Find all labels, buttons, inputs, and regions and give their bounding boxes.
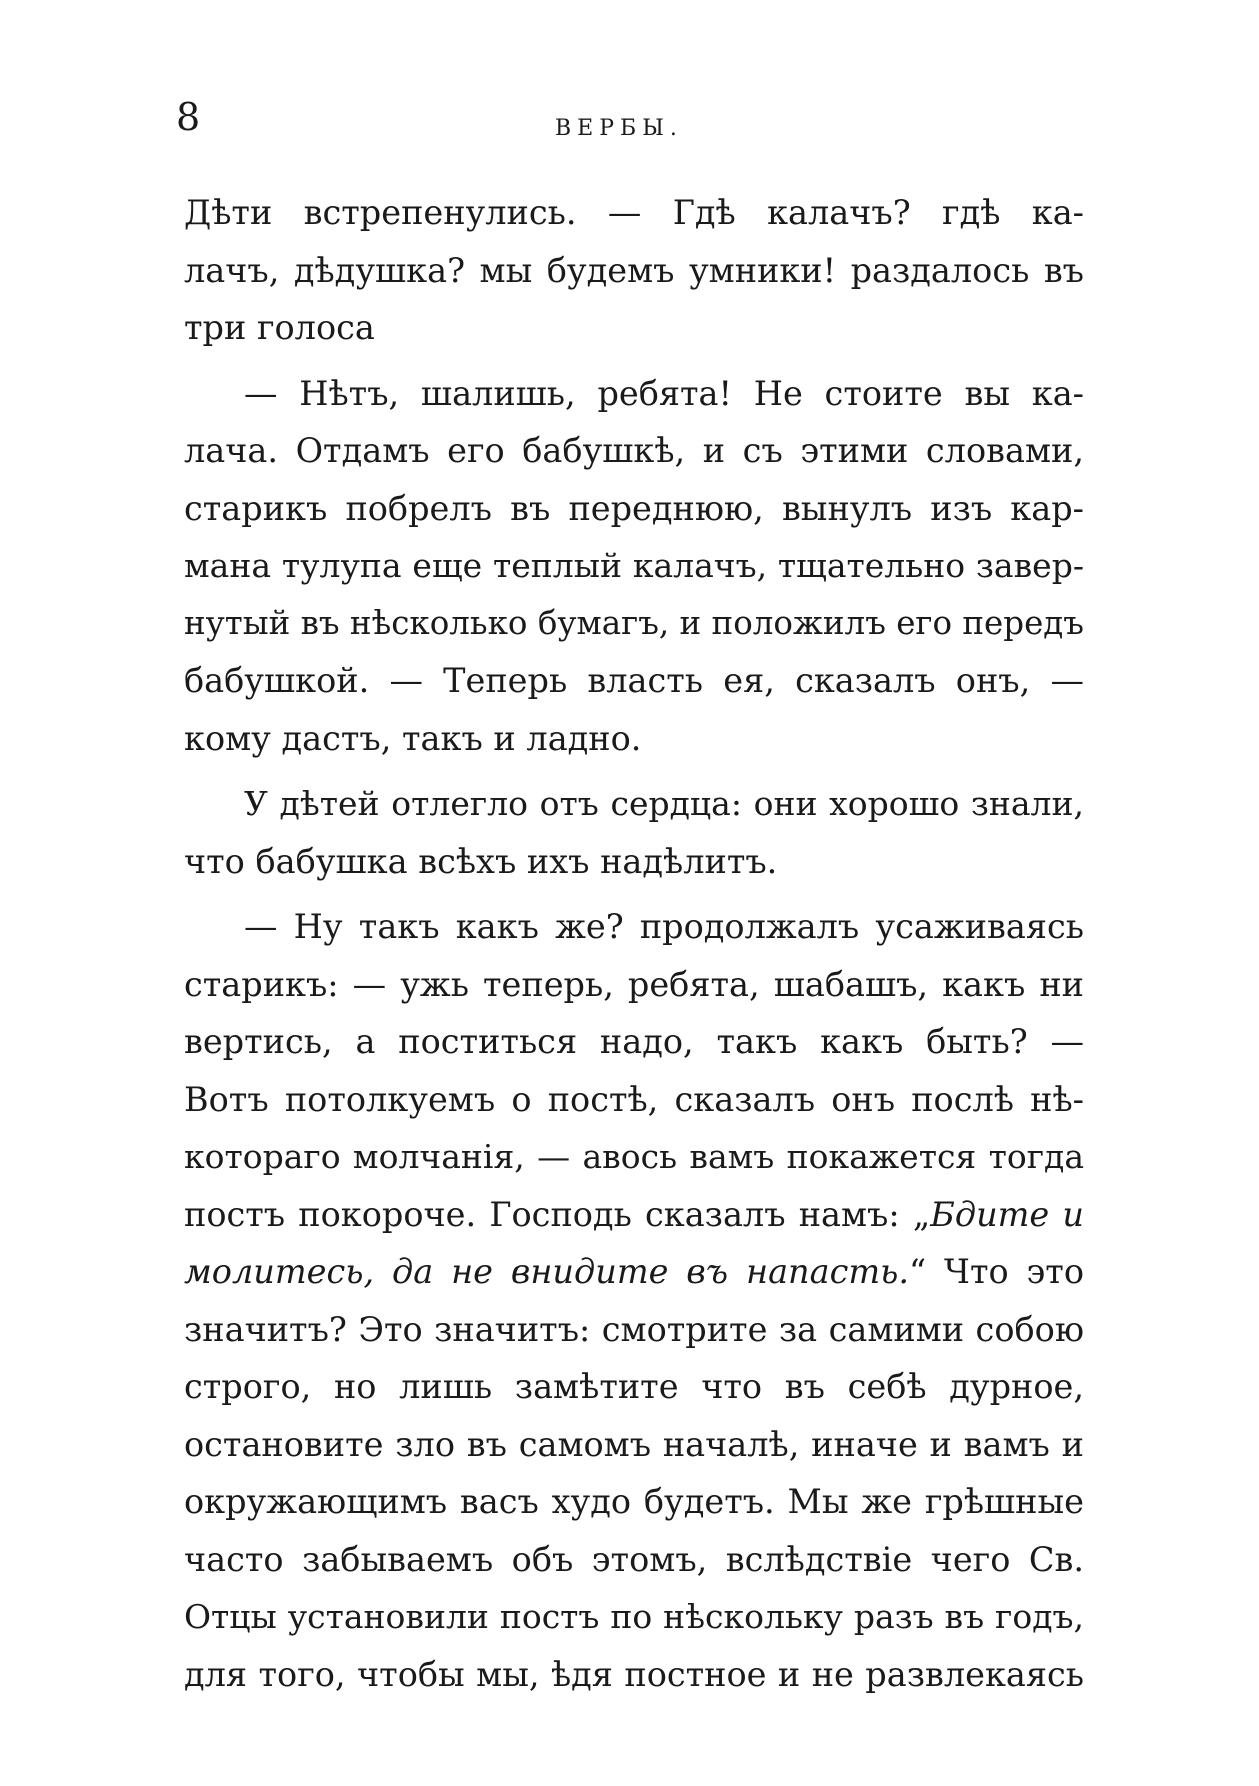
text-line: нутый въ нѣсколько бумагъ, и положилъ его передъ (184, 603, 1084, 642)
text-line: лача. Отдамъ его бабушкѣ, и съ этими словами, (184, 431, 1084, 470)
text-segment: постъ покороче. Господь сказалъ намъ: „ (184, 1194, 931, 1234)
text-line: лачъ, дѣдушка? мы будемъ умники! раздалось въ (184, 250, 1084, 290)
text-line: котораго молчанія, — авось вамъ покажется тогда (184, 1137, 1084, 1176)
text-line: — Нѣтъ, шалишь, ребята! Не стоите вы ка- (244, 373, 1084, 413)
text-line: вертись, а поститься надо, такъ какъ быть? — (184, 1022, 1084, 1061)
text-line: бабушкой. — Теперь власть ея, сказалъ онъ, — (184, 661, 1084, 700)
text-line: Вотъ потолкуемъ о постѣ, сказалъ онъ послѣ нѣ- (184, 1079, 1084, 1119)
text-line (184, 1243, 1084, 1301)
text-line: строго, но лишь замѣтите что въ себѣ дурное, (184, 1367, 1084, 1406)
text-line: мана тулупа еще теплый калачъ, тщательно завер- (184, 546, 1084, 585)
text-line: остановите зло въ самомъ началѣ, иначе и вамъ и (184, 1424, 1084, 1464)
text-line: — Ну такъ какъ же? продолжалъ усаживаясь (244, 907, 1084, 946)
text-line: окружающимъ васъ худо будетъ. Мы же грѣшные (184, 1482, 1084, 1521)
italic-quote: молитесь, да не внидите въ напасть. (184, 1252, 910, 1291)
text-line: старикъ побрелъ въ переднюю, вынулъ изъ кар- (184, 488, 1084, 528)
text-segment: “ Что это (909, 1252, 1085, 1291)
italic-quote: Бдите и (930, 1194, 1085, 1234)
text-line: старикъ: — ужь теперь, ребята, шабашъ, какъ ни (184, 964, 1084, 1004)
text-line: Отцы установили постъ по нѣскольку разъ въ годъ, (184, 1597, 1084, 1636)
text-line: три голоса (184, 308, 375, 347)
text-line: часто забываемъ объ этомъ, вслѣдствіе чего Св. (184, 1539, 1084, 1579)
text-line: что бабушка всѣхъ ихъ надѣлитъ. (184, 841, 778, 881)
text-line: кому дастъ, такъ и ладно. (184, 718, 642, 758)
text-line (184, 1186, 1084, 1244)
running-head: ВЕРБЫ. (555, 116, 683, 141)
text-line: Дѣти встрепенулись. — Гдѣ калачъ? гдѣ ка- (184, 193, 1084, 232)
text-line: для того, чтобы мы, ѣдя постное и не развлекаясь (184, 1654, 1084, 1694)
text-line: У дѣтей отлегло отъ сердца: они хорошо знали, (244, 784, 1084, 823)
page-number: 8 (176, 95, 201, 139)
text-line: значитъ? Это значитъ: смотрите за самими собою (184, 1309, 1084, 1349)
body-text (184, 184, 1084, 1703)
